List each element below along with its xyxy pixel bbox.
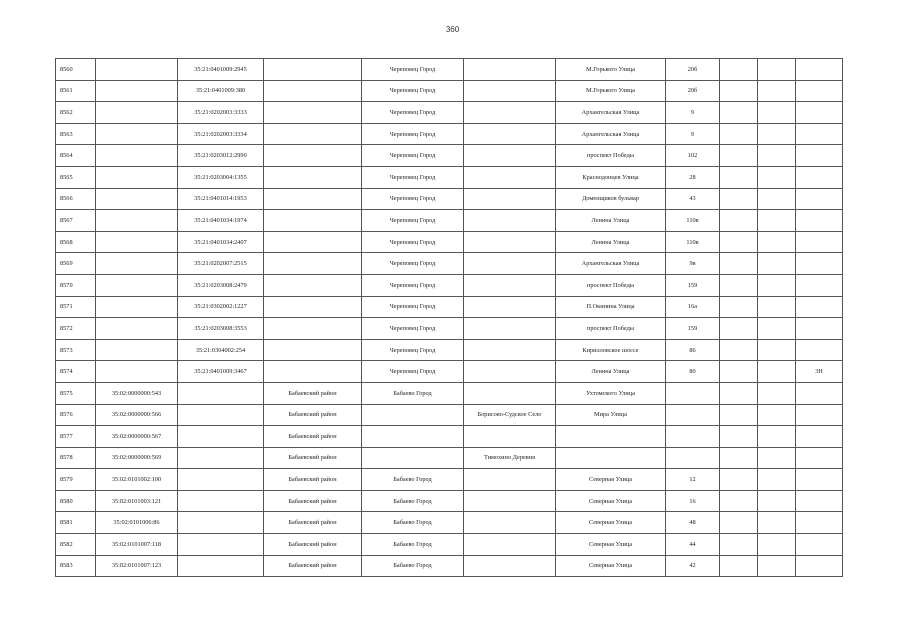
house-cell: 44 xyxy=(666,534,720,556)
row-number-cell: 8563 xyxy=(56,123,96,145)
cadastral-number-cell xyxy=(96,253,178,275)
settlement-cell xyxy=(464,555,556,577)
street-cell: проспект Победы xyxy=(556,145,666,167)
settlement-cell xyxy=(464,59,556,81)
street-cell: Архангельская Улица xyxy=(556,253,666,275)
extra-cell xyxy=(758,231,796,253)
table-row xyxy=(56,534,843,556)
house-cell: 9в xyxy=(666,253,720,275)
cadastral-number-alt-cell xyxy=(178,555,264,577)
cadastral-number-cell xyxy=(96,188,178,210)
extra-cell xyxy=(758,296,796,318)
city-cell: Бабаево Город xyxy=(362,490,464,512)
house-cell: 86 xyxy=(666,339,720,361)
settlement-cell xyxy=(464,188,556,210)
city-cell: Бабаево Город xyxy=(362,555,464,577)
settlement-cell xyxy=(464,339,556,361)
row-number-cell: 8579 xyxy=(56,469,96,491)
city-cell: Череповец Город xyxy=(362,339,464,361)
cadastral-number-alt-cell: 35:21:0304002:254 xyxy=(178,339,264,361)
premises-cell xyxy=(796,59,843,81)
settlement-cell xyxy=(464,296,556,318)
settlement-cell xyxy=(464,80,556,102)
cadastral-number-alt-cell: 35:21:0401034:2407 xyxy=(178,231,264,253)
house-cell: 20б xyxy=(666,59,720,81)
cadastral-number-alt-cell xyxy=(178,490,264,512)
extra-cell xyxy=(758,188,796,210)
street-cell: Северная Улица xyxy=(556,534,666,556)
settlement-cell xyxy=(464,512,556,534)
settlement-cell xyxy=(464,145,556,167)
house-cell: 110в xyxy=(666,210,720,232)
city-cell: Череповец Город xyxy=(362,274,464,296)
cadastral-number-cell xyxy=(96,296,178,318)
extra-cell xyxy=(720,361,758,383)
city-cell xyxy=(362,426,464,448)
street-cell: проспект Победы xyxy=(556,274,666,296)
extra-cell xyxy=(720,59,758,81)
extra-cell xyxy=(720,253,758,275)
house-cell: 16а xyxy=(666,296,720,318)
district-cell xyxy=(264,231,362,253)
extra-cell xyxy=(758,274,796,296)
city-cell: Череповец Город xyxy=(362,123,464,145)
extra-cell xyxy=(758,490,796,512)
street-cell: проспект Победы xyxy=(556,318,666,340)
row-number-cell: 8580 xyxy=(56,490,96,512)
premises-cell xyxy=(796,274,843,296)
settlement-cell xyxy=(464,231,556,253)
city-cell: Череповец Город xyxy=(362,102,464,124)
cadastral-number-alt-cell: 35:21:0202007:2515 xyxy=(178,253,264,275)
extra-cell xyxy=(758,318,796,340)
settlement-cell xyxy=(464,166,556,188)
premises-cell xyxy=(796,490,843,512)
table-row xyxy=(56,512,843,534)
row-number-cell: 8577 xyxy=(56,426,96,448)
cadastral-number-alt-cell xyxy=(178,426,264,448)
cadastral-number-cell xyxy=(96,123,178,145)
street-cell: Северная Улица xyxy=(556,490,666,512)
house-cell xyxy=(666,382,720,404)
row-number-cell: 8565 xyxy=(56,166,96,188)
extra-cell xyxy=(720,339,758,361)
street-cell: Мира Улица xyxy=(556,404,666,426)
table-row xyxy=(56,210,843,232)
cadastral-number-alt-cell: 35:21:0202003:3334 xyxy=(178,123,264,145)
table-row xyxy=(56,382,843,404)
cadastral-number-cell xyxy=(96,361,178,383)
table-row xyxy=(56,447,843,469)
extra-cell xyxy=(720,188,758,210)
settlement-cell xyxy=(464,490,556,512)
extra-cell xyxy=(758,404,796,426)
premises-cell xyxy=(796,210,843,232)
cadastral-number-alt-cell xyxy=(178,404,264,426)
cadastral-number-alt-cell xyxy=(178,512,264,534)
district-cell xyxy=(264,296,362,318)
cadastral-number-alt-cell: 35:21:0203008:3553 xyxy=(178,318,264,340)
extra-cell xyxy=(758,210,796,232)
settlement-cell xyxy=(464,426,556,448)
extra-cell xyxy=(720,447,758,469)
house-cell: 43 xyxy=(666,188,720,210)
street-cell: Краснодонцев Улица xyxy=(556,166,666,188)
extra-cell xyxy=(720,166,758,188)
city-cell: Бабаево Город xyxy=(362,512,464,534)
house-cell: 9 xyxy=(666,123,720,145)
extra-cell xyxy=(758,555,796,577)
premises-cell xyxy=(796,123,843,145)
premises-cell xyxy=(796,296,843,318)
street-cell xyxy=(556,447,666,469)
extra-cell xyxy=(758,102,796,124)
house-cell xyxy=(666,404,720,426)
settlement-cell: Борисово-Судское Село xyxy=(464,404,556,426)
extra-cell xyxy=(720,469,758,491)
extra-cell xyxy=(720,102,758,124)
settlement-cell xyxy=(464,382,556,404)
district-cell xyxy=(264,318,362,340)
extra-cell xyxy=(720,231,758,253)
cadastral-number-alt-cell: 35:21:0203012:2990 xyxy=(178,145,264,167)
cadastral-number-cell xyxy=(96,210,178,232)
district-cell xyxy=(264,253,362,275)
table-row xyxy=(56,361,843,383)
cadastral-number-alt-cell xyxy=(178,382,264,404)
extra-cell xyxy=(758,339,796,361)
district-cell: Бабаевский район xyxy=(264,469,362,491)
house-cell: 16 xyxy=(666,490,720,512)
city-cell: Бабаево Город xyxy=(362,382,464,404)
extra-cell xyxy=(758,382,796,404)
cadastral-number-alt-cell: 35:21:0401009:2945 xyxy=(178,59,264,81)
house-cell: 28 xyxy=(666,166,720,188)
city-cell: Череповец Город xyxy=(362,210,464,232)
premises-cell xyxy=(796,102,843,124)
settlement-cell xyxy=(464,534,556,556)
city-cell: Череповец Город xyxy=(362,318,464,340)
extra-cell xyxy=(720,123,758,145)
row-number-cell: 8568 xyxy=(56,231,96,253)
street-cell: Ленина Улица xyxy=(556,361,666,383)
cadastral-number-cell: 35:02:0101006:86 xyxy=(96,512,178,534)
cadastral-number-cell xyxy=(96,339,178,361)
city-cell: Череповец Город xyxy=(362,145,464,167)
row-number-cell: 8582 xyxy=(56,534,96,556)
cadastral-number-cell: 35:02:0101002:100 xyxy=(96,469,178,491)
extra-cell xyxy=(758,123,796,145)
house-cell: 110в xyxy=(666,231,720,253)
street-cell: Доменщиков бульвар xyxy=(556,188,666,210)
district-cell: Бабаевский район xyxy=(264,490,362,512)
cadastral-number-cell: 35:02:0000000:543 xyxy=(96,382,178,404)
city-cell xyxy=(362,447,464,469)
district-cell xyxy=(264,102,362,124)
extra-cell xyxy=(720,490,758,512)
premises-cell xyxy=(796,231,843,253)
house-cell: 102 xyxy=(666,145,720,167)
settlement-cell xyxy=(464,123,556,145)
settlement-cell xyxy=(464,361,556,383)
row-number-cell: 8560 xyxy=(56,59,96,81)
extra-cell xyxy=(720,274,758,296)
cadastral-number-cell: 35:02:0101007:118 xyxy=(96,534,178,556)
cadastral-number-cell xyxy=(96,80,178,102)
cadastral-number-alt-cell: 35:21:0401014:1953 xyxy=(178,188,264,210)
extra-cell xyxy=(720,426,758,448)
extra-cell xyxy=(720,382,758,404)
premises-cell xyxy=(796,253,843,275)
cadastral-number-cell xyxy=(96,318,178,340)
cadastral-number-cell: 35:02:0000000:569 xyxy=(96,447,178,469)
premises-cell xyxy=(796,80,843,102)
cadastral-number-cell: 35:02:0101003:121 xyxy=(96,490,178,512)
row-number-cell: 8574 xyxy=(56,361,96,383)
house-cell: 42 xyxy=(666,555,720,577)
table-row xyxy=(56,166,843,188)
district-cell xyxy=(264,145,362,167)
row-number-cell: 8578 xyxy=(56,447,96,469)
district-cell xyxy=(264,59,362,81)
district-cell xyxy=(264,361,362,383)
district-cell: Бабаевский район xyxy=(264,534,362,556)
extra-cell xyxy=(720,534,758,556)
street-cell: Северная Улица xyxy=(556,469,666,491)
street-cell: Ленина Улица xyxy=(556,231,666,253)
street-cell: Северная Улица xyxy=(556,555,666,577)
premises-cell xyxy=(796,426,843,448)
extra-cell xyxy=(720,555,758,577)
table-row xyxy=(56,490,843,512)
cadastral-number-alt-cell: 35:21:0203008:2479 xyxy=(178,274,264,296)
city-cell xyxy=(362,404,464,426)
street-cell xyxy=(556,426,666,448)
city-cell: Череповец Город xyxy=(362,80,464,102)
row-number-cell: 8583 xyxy=(56,555,96,577)
cadastral-number-alt-cell xyxy=(178,469,264,491)
house-cell: 12 xyxy=(666,469,720,491)
district-cell xyxy=(264,80,362,102)
extra-cell xyxy=(758,145,796,167)
district-cell: Бабаевский район xyxy=(264,404,362,426)
registry-table-body xyxy=(56,59,843,577)
premises-cell xyxy=(796,382,843,404)
house-cell: 9 xyxy=(666,102,720,124)
street-cell: М.Горького Улица xyxy=(556,80,666,102)
row-number-cell: 8567 xyxy=(56,210,96,232)
cadastral-number-cell: 35:02:0000000:567 xyxy=(96,426,178,448)
settlement-cell xyxy=(464,102,556,124)
district-cell xyxy=(264,123,362,145)
cadastral-number-cell: 35:02:0101007:123 xyxy=(96,555,178,577)
street-cell: Ленина Улица xyxy=(556,210,666,232)
row-number-cell: 8562 xyxy=(56,102,96,124)
district-cell xyxy=(264,166,362,188)
premises-cell xyxy=(796,339,843,361)
table-row xyxy=(56,231,843,253)
extra-cell xyxy=(720,210,758,232)
extra-cell xyxy=(758,59,796,81)
extra-cell xyxy=(758,426,796,448)
extra-cell xyxy=(758,361,796,383)
cadastral-number-cell xyxy=(96,145,178,167)
extra-cell xyxy=(758,447,796,469)
house-cell: 159 xyxy=(666,274,720,296)
settlement-cell xyxy=(464,318,556,340)
row-number-cell: 8575 xyxy=(56,382,96,404)
premises-cell: 3Н xyxy=(796,361,843,383)
page-number: 360 xyxy=(445,25,460,34)
table-row xyxy=(56,274,843,296)
cadastral-number-alt-cell: 35:21:0302002:1227 xyxy=(178,296,264,318)
table-row xyxy=(56,555,843,577)
cadastral-number-alt-cell: 35:21:0202003:3333 xyxy=(178,102,264,124)
district-cell xyxy=(264,210,362,232)
house-cell: 20б xyxy=(666,80,720,102)
cadastral-number-alt-cell: 35:21:0401009:380 xyxy=(178,80,264,102)
district-cell xyxy=(264,339,362,361)
premises-cell xyxy=(796,555,843,577)
city-cell: Бабаево Город xyxy=(362,534,464,556)
street-cell: Архангельская Улица xyxy=(556,102,666,124)
row-number-cell: 8581 xyxy=(56,512,96,534)
table-row xyxy=(56,188,843,210)
city-cell: Череповец Город xyxy=(362,166,464,188)
extra-cell xyxy=(720,296,758,318)
city-cell: Череповец Город xyxy=(362,59,464,81)
house-cell xyxy=(666,426,720,448)
district-cell: Бабаевский район xyxy=(264,447,362,469)
premises-cell xyxy=(796,145,843,167)
city-cell: Бабаево Город xyxy=(362,469,464,491)
cadastral-number-alt-cell: 35:21:0203004:1355 xyxy=(178,166,264,188)
cadastral-number-cell xyxy=(96,59,178,81)
table-row xyxy=(56,404,843,426)
row-number-cell: 8566 xyxy=(56,188,96,210)
row-number-cell: 8561 xyxy=(56,80,96,102)
table-row xyxy=(56,339,843,361)
extra-cell xyxy=(758,80,796,102)
cadastral-number-cell xyxy=(96,231,178,253)
extra-cell xyxy=(758,534,796,556)
cadastral-number-alt-cell xyxy=(178,447,264,469)
house-cell xyxy=(666,447,720,469)
house-cell: 48 xyxy=(666,512,720,534)
district-cell xyxy=(264,274,362,296)
row-number-cell: 8564 xyxy=(56,145,96,167)
city-cell: Череповец Город xyxy=(362,231,464,253)
row-number-cell: 8569 xyxy=(56,253,96,275)
registry-table xyxy=(55,58,843,577)
extra-cell xyxy=(720,80,758,102)
city-cell: Череповец Город xyxy=(362,188,464,210)
city-cell: Череповец Город xyxy=(362,253,464,275)
cadastral-number-cell xyxy=(96,102,178,124)
row-number-cell: 8576 xyxy=(56,404,96,426)
table-row xyxy=(56,80,843,102)
extra-cell xyxy=(720,512,758,534)
street-cell: П.Окинина Улица xyxy=(556,296,666,318)
street-cell: Архангельская Улица xyxy=(556,123,666,145)
table-row xyxy=(56,253,843,275)
settlement-cell xyxy=(464,210,556,232)
premises-cell xyxy=(796,318,843,340)
table-row xyxy=(56,123,843,145)
table-row xyxy=(56,145,843,167)
premises-cell xyxy=(796,534,843,556)
cadastral-number-cell: 35:02:0000000:566 xyxy=(96,404,178,426)
row-number-cell: 8573 xyxy=(56,339,96,361)
extra-cell xyxy=(758,512,796,534)
extra-cell xyxy=(758,469,796,491)
premises-cell xyxy=(796,512,843,534)
district-cell xyxy=(264,188,362,210)
district-cell: Бабаевский район xyxy=(264,555,362,577)
street-cell: Северная Улица xyxy=(556,512,666,534)
premises-cell xyxy=(796,166,843,188)
settlement-cell xyxy=(464,274,556,296)
table-row xyxy=(56,469,843,491)
district-cell: Бабаевский район xyxy=(264,512,362,534)
cadastral-number-cell xyxy=(96,166,178,188)
row-number-cell: 8572 xyxy=(56,318,96,340)
extra-cell xyxy=(758,253,796,275)
district-cell: Бабаевский район xyxy=(264,382,362,404)
premises-cell xyxy=(796,404,843,426)
settlement-cell xyxy=(464,469,556,491)
house-cell: 80 xyxy=(666,361,720,383)
table-row xyxy=(56,102,843,124)
row-number-cell: 8570 xyxy=(56,274,96,296)
city-cell: Череповец Город xyxy=(362,296,464,318)
street-cell: Кирилловское шоссе xyxy=(556,339,666,361)
cadastral-number-cell xyxy=(96,274,178,296)
city-cell: Череповец Город xyxy=(362,361,464,383)
settlement-cell: Тимохино Деревня xyxy=(464,447,556,469)
table-row xyxy=(56,59,843,81)
street-cell: М.Горького Улица xyxy=(556,59,666,81)
premises-cell xyxy=(796,188,843,210)
extra-cell xyxy=(758,166,796,188)
house-cell: 159 xyxy=(666,318,720,340)
settlement-cell xyxy=(464,253,556,275)
row-number-cell: 8571 xyxy=(56,296,96,318)
cadastral-number-alt-cell: 35:21:0401034:1974 xyxy=(178,210,264,232)
table-row xyxy=(56,318,843,340)
table-row xyxy=(56,296,843,318)
cadastral-number-alt-cell xyxy=(178,534,264,556)
premises-cell xyxy=(796,469,843,491)
extra-cell xyxy=(720,318,758,340)
extra-cell xyxy=(720,404,758,426)
cadastral-number-alt-cell: 35:21:0401009:3467 xyxy=(178,361,264,383)
street-cell: Ухтомского Улица xyxy=(556,382,666,404)
table-row xyxy=(56,426,843,448)
extra-cell xyxy=(720,145,758,167)
premises-cell xyxy=(796,447,843,469)
district-cell: Бабаевский район xyxy=(264,426,362,448)
